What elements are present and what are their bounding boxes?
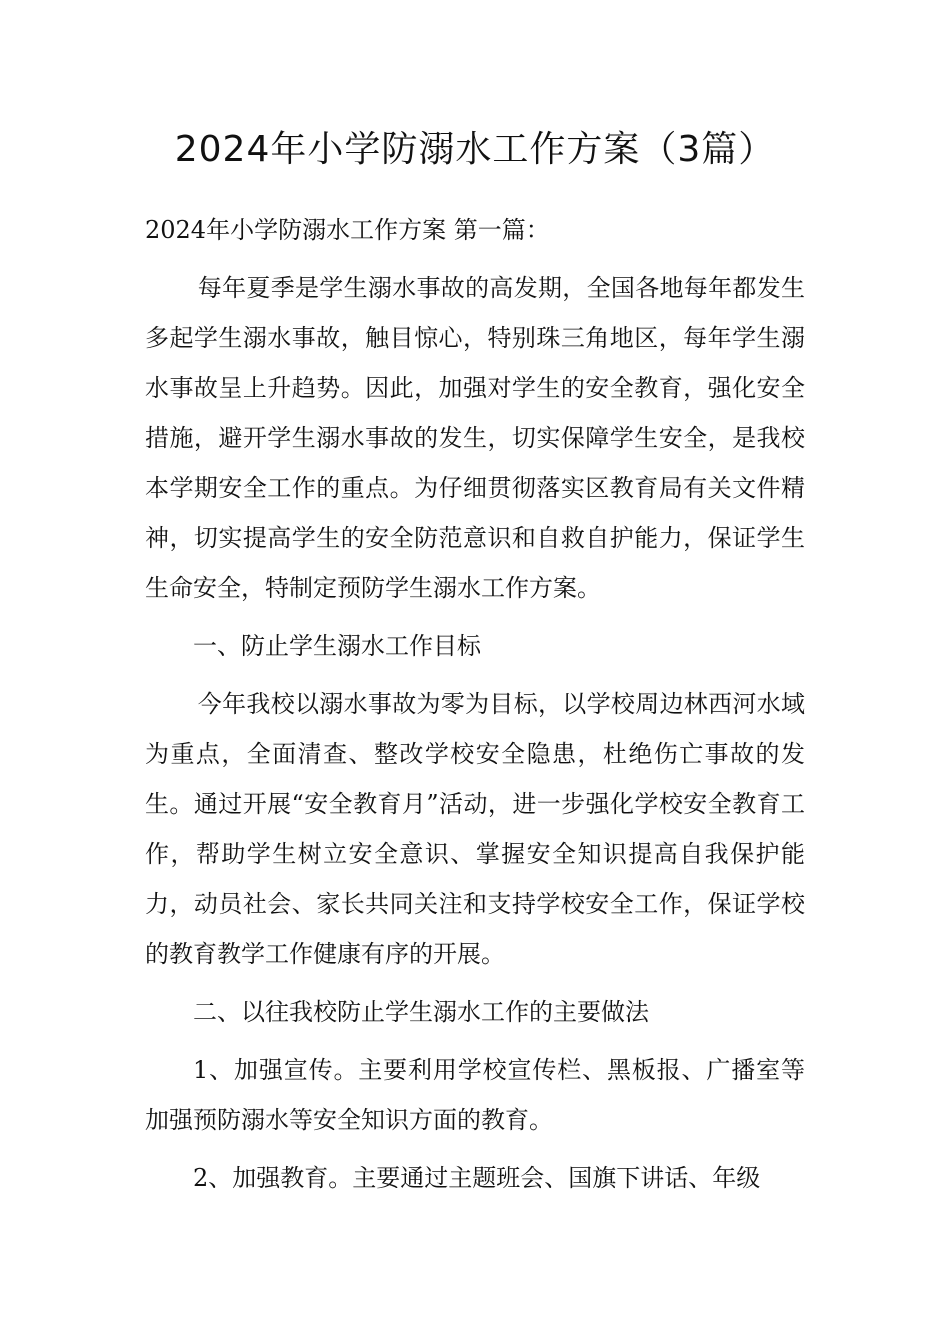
- body-paragraph-intro: 每年夏季是学生溺水事故的高发期，全国各地每年都发生多起学生溺水事故，触目惊心，特别珠三角地区，每年学生溺水事故呈上升趋势。因此，加强对学生的安全教育，强化安全措施，避开学生溺水事故的发生，切实保障学生安全，是我校本学期安全工作的重点。为仔细贯彻落实区教育局有关文件精神，切实提高学生的安全防范意识和自救自护能力，保证学生生命安全，特制定预防学生溺水工作方案。: [145, 274, 805, 602]
- section-label: 2024年小学防溺水工作方案 第一篇：: [145, 216, 550, 244]
- document-body: [145, 205, 805, 1211]
- document-title: 2024年小学防溺水工作方案（3篇）: [174, 129, 776, 170]
- body-paragraph-practice-2: 2、加强教育。主要通过主题班会、国旗下讲话、年级: [193, 1164, 761, 1192]
- section-heading-goals: 一、防止学生溺水工作目标: [193, 632, 481, 660]
- body-paragraph-practice-1: 1、加强宣传。主要利用学校宣传栏、黑板报、广播室等加强预防溺水等安全知识方面的教育。: [145, 1056, 805, 1134]
- section-heading-practices: 二、以往我校防止学生溺水工作的主要做法: [193, 998, 649, 1026]
- body-paragraph-goals: 今年我校以溺水事故为零为目标，以学校周边林西河水域为重点，全面清查、整改学校安全隐患，杜绝伤亡事故的发生。通过开展“安全教育月”活动，进一步强化学校安全教育工作，帮助学生树立安全意识、掌握安全知识提高自我保护能力，动员社会、家长共同关注和支持学校安全工作，保证学校的教育教学工作健康有序的开展。: [145, 690, 805, 968]
